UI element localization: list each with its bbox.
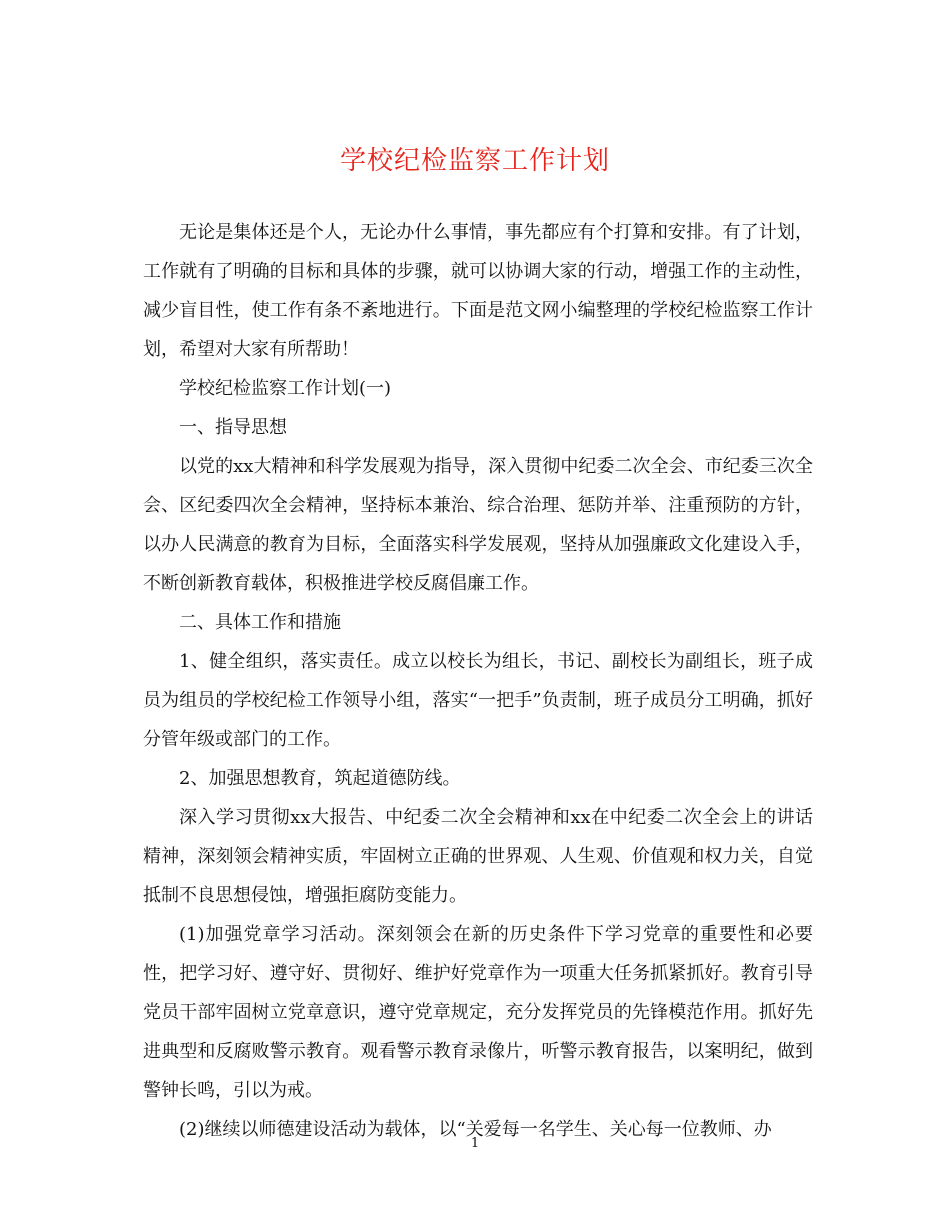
party-charter-paragraph: (1)加强党章学习活动。深刻领会在新的历史条件下学习党章的重要性和必要性，把学习好、遵守好、贯彻好、维护好党章作为一项重大任务抓紧抓好。教育引导党员干部牢固树立党章意识，遵守党章规定，充分发挥党员的先锋模范作用。抓好先进典型和反腐败警示教育。观看警示教育录像片，听警示教育报告，以案明纪，做到警钟长鸣，引以为戒。 (143, 924, 813, 1101)
measure-2-heading: 2、加强思想教育，筑起道德防线。 (179, 768, 461, 789)
measure-1-paragraph: 1、健全组织，落实责任。成立以校长为组长，书记、副校长为副组长，班子成员为组员的学校纪检工作领导小组，落实“一把手”负责制，班子成员分工明确，抓好分管年级或部门的工作。 (143, 651, 813, 750)
guiding-thought-paragraph: 以党的xx大精神和科学发展观为指导，深入贯彻中纪委二次全会、市纪委三次全会、区纪委四次全会精神，坚持标本兼治、综合治理、惩防并举、注重预防的方针，以办人民满意的教育为目标，全面落实科学发展观，坚持从加强廉政文化建设入手，不断创新教育载体，积极推进学校反腐倡廉工作。 (143, 456, 813, 594)
document-body (143, 213, 813, 1149)
study-paragraph: 深入学习贯彻xx大报告、中纪委二次全会精神和xx在中纪委二次全会上的讲话精神，深刻领会精神实质，牢固树立正确的世界观、人生观、价值观和权力关，自觉抵制不良思想侵蚀，增强拒腐防变能力。 (143, 807, 813, 906)
document-title: 学校纪检监察工作计划 (339, 146, 610, 176)
teacher-ethics-paragraph: (2)继续以师德建设活动为载体，以“关爱每一名学生、关心每一位教师、办 (179, 1119, 772, 1140)
section-heading-measures: 二、具体工作和措施 (179, 612, 341, 633)
plan-subtitle: 学校纪检监察工作计划(一) (179, 378, 392, 399)
intro-paragraph: 无论是集体还是个人，无论办什么事情，事先都应有个打算和安排。有了计划，工作就有了明确的目标和具体的步骤，就可以协调大家的行动，增强工作的主动性，减少盲目性，使工作有条不紊地进行。下面是范文网小编整理的学校纪检监察工作计划，希望对大家有所帮助！ (143, 222, 813, 360)
section-heading-guiding-thought: 一、指导思想 (179, 417, 287, 438)
page-number: 1 (470, 1136, 480, 1151)
